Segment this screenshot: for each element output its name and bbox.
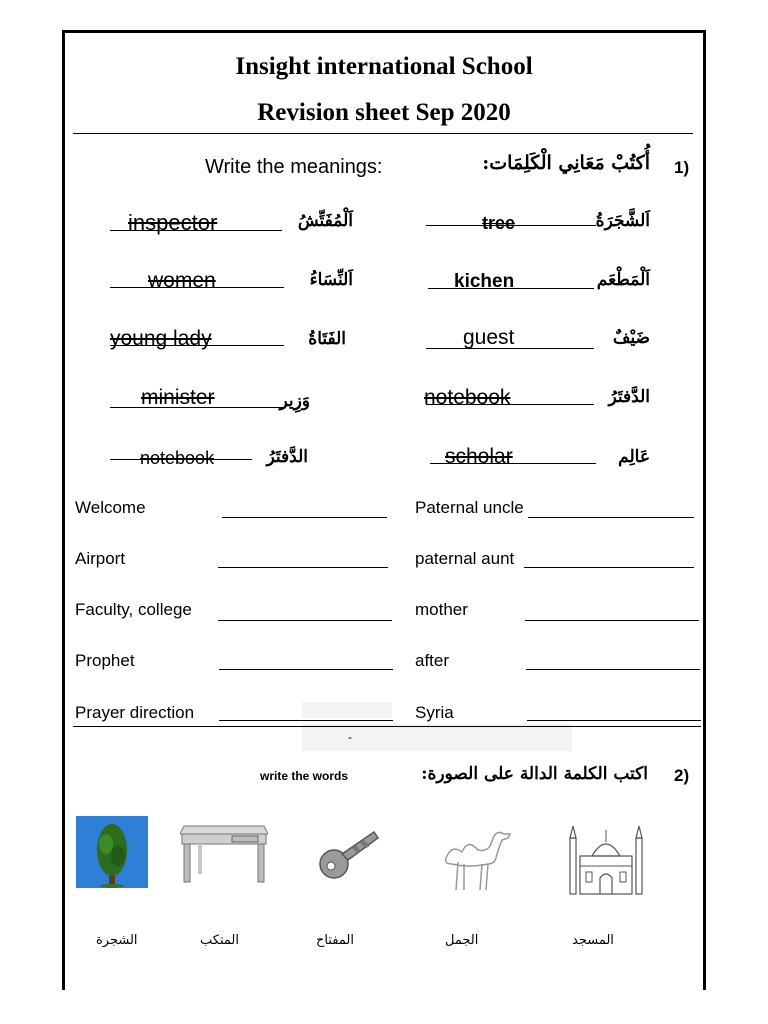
camel-icon — [438, 828, 520, 892]
desk-picture — [180, 820, 268, 884]
answer-women: women — [148, 269, 216, 292]
answer-minister: minister — [141, 386, 215, 409]
answer-line — [218, 620, 392, 621]
label-mosque: المسجد — [572, 933, 614, 948]
answer-inspector: inspector — [128, 210, 218, 235]
section-divider — [73, 726, 701, 727]
answer-notebook-2: notebook — [140, 448, 215, 468]
arabic-word-notebook: الدَّفتَرُ — [608, 387, 650, 407]
mosque-icon — [566, 822, 646, 896]
vocab-prayer-direction: Prayer direction — [75, 703, 195, 722]
answer-line — [430, 463, 596, 464]
label-camel: الجمل — [445, 933, 479, 948]
vocab-prophet: Prophet — [75, 651, 135, 670]
arabic-word-tree: اَلشَّجَرَةُ — [595, 211, 650, 231]
camel-picture — [438, 828, 520, 892]
vocab-mother: mother — [415, 600, 468, 619]
key-picture — [318, 826, 382, 882]
answer-line — [219, 720, 393, 721]
answer-line — [110, 459, 252, 460]
arabic-word-guest: ضَيْفٌ — [612, 328, 650, 348]
school-title: Insight international School — [235, 53, 533, 80]
vocab-after: after — [415, 651, 450, 670]
mosque-picture — [566, 822, 646, 896]
answer-line — [218, 567, 388, 568]
arabic-word-scholar: عَالِم — [618, 447, 650, 467]
answer-line — [526, 669, 700, 670]
answer-line — [110, 287, 284, 288]
answer-line — [222, 517, 387, 518]
key-icon — [318, 826, 382, 882]
arabic-word-women: اَلنِّسَاءُ — [309, 270, 353, 290]
header-divider — [73, 133, 693, 134]
question-1-english-instruction: Write the meanings: — [205, 156, 383, 178]
arabic-word-inspector: اَلْمُفَتِّشُ — [297, 211, 353, 231]
question-1-arabic-instruction: أُكتُبْ مَعَانِي الْكَلِمَات: — [482, 152, 650, 174]
vocab-welcome: Welcome — [75, 498, 146, 517]
question-2-number: 2) — [674, 766, 690, 785]
answer-line — [110, 407, 286, 408]
answer-guest: guest — [463, 326, 515, 349]
vocab-airport: Airport — [75, 549, 126, 568]
dash-mark: - — [348, 730, 352, 744]
tree-picture — [76, 816, 148, 888]
answer-line — [110, 345, 284, 346]
answer-line — [525, 620, 699, 621]
sheet-subtitle: Revision sheet Sep 2020 — [257, 99, 511, 126]
answer-line — [528, 517, 694, 518]
answer-line — [426, 348, 594, 349]
question-2-english-instruction: write the words — [260, 769, 349, 783]
answer-line — [426, 225, 596, 226]
answer-line — [426, 404, 594, 405]
answer-notebook: notebook — [424, 386, 511, 409]
arabic-word-restaurant: اَلْمَطْعَم — [596, 270, 650, 290]
question-1-number: 1) — [674, 158, 690, 177]
arabic-word-notebook-2: الدَّفتَرُ — [266, 447, 308, 467]
vocab-syria: Syria — [415, 703, 454, 722]
vocab-paternal-uncle: Paternal uncle — [415, 498, 524, 517]
answer-line — [527, 720, 701, 721]
label-tree: الشجرة — [96, 933, 138, 948]
label-key: المفتاح — [316, 933, 354, 948]
tree-icon — [76, 816, 148, 888]
label-desk: المتكب — [200, 933, 239, 948]
answer-kichen: kichen — [454, 271, 515, 292]
answer-line — [110, 230, 282, 231]
answer-scholar: scholar — [445, 445, 513, 468]
scan-artifact — [302, 702, 392, 718]
arabic-word-young-lady: الفَتَاةُ — [308, 329, 346, 349]
vocab-faculty-college: Faculty, college — [75, 600, 192, 619]
answer-line — [219, 669, 393, 670]
arabic-word-minister: وَزِير — [279, 391, 310, 411]
answer-line — [524, 567, 694, 568]
desk-icon — [180, 820, 268, 884]
answer-young-lady: young lady — [110, 327, 212, 350]
answer-line — [428, 288, 594, 289]
scan-artifact — [302, 724, 572, 751]
vocab-paternal-aunt: paternal aunt — [415, 549, 515, 568]
answer-tree: tree — [482, 213, 516, 233]
question-2-arabic-instruction: اكتب الكلمة الدالة على الصورة: — [421, 764, 648, 784]
